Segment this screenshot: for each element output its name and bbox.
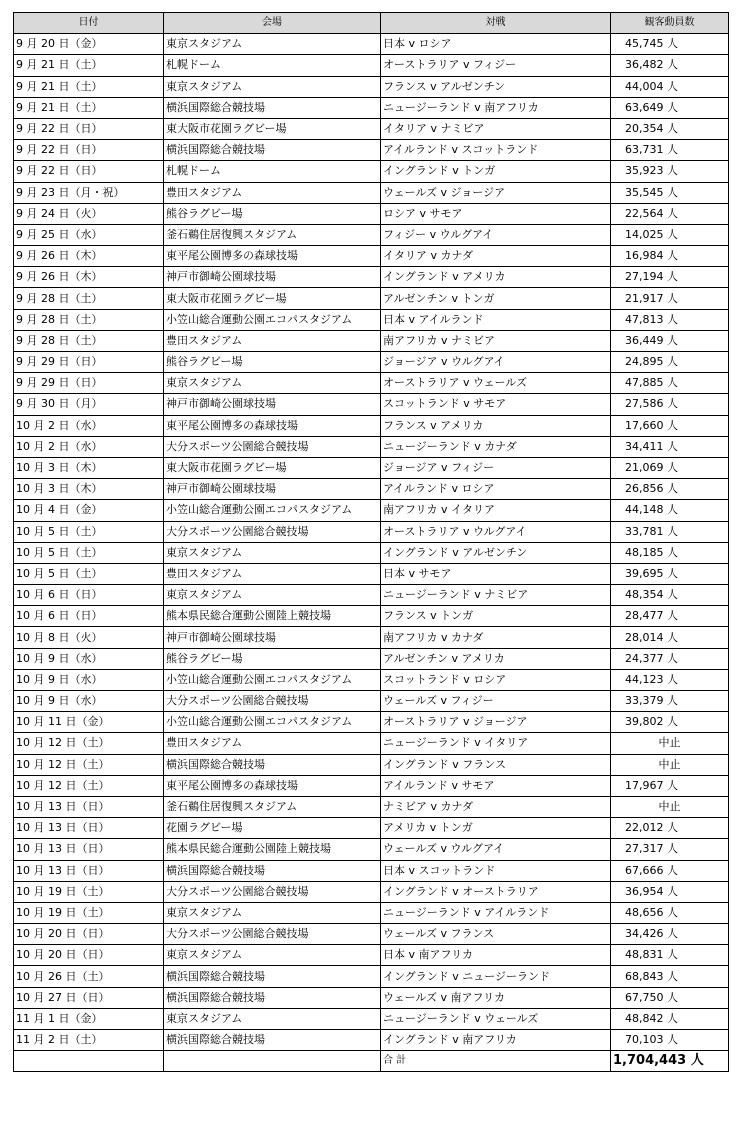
venue-cell: 東平尾公園博多の森球技場 [164,246,381,267]
date-cell: 9 月 21 日（土） [14,97,164,118]
match-cell: アメリカ v トンガ [381,818,611,839]
table-row [14,754,729,775]
venue-cell: 横浜国際総合競技場 [164,1030,381,1051]
table-row [14,945,729,966]
date-cell: 10 月 3 日（木） [14,457,164,478]
table-row [14,500,729,521]
table-row [14,457,729,478]
date-cell: 10 月 11 日（金） [14,712,164,733]
date-cell: 11 月 2 日（土） [14,1030,164,1051]
date-cell: 10 月 12 日（土） [14,754,164,775]
table-row [14,394,729,415]
match-cell: ウェールズ v 南アフリカ [381,987,611,1008]
header-venue: 会場 [164,13,381,34]
table-row [14,97,729,118]
venue-cell: 豊田スタジアム [164,733,381,754]
attendance-cell: 17,967 人 [611,775,729,796]
match-cell: イタリア v カナダ [381,246,611,267]
table-row [14,839,729,860]
table-row [14,415,729,436]
venue-cell: 熊本県民総合運動公園陸上競技場 [164,839,381,860]
attendance-cell: 67,750 人 [611,987,729,1008]
venue-cell: 花園ラグビー場 [164,818,381,839]
venue-cell: 熊谷ラグビー場 [164,203,381,224]
attendance-cell: 48,354 人 [611,585,729,606]
venue-cell: 横浜国際総合競技場 [164,97,381,118]
match-cell: イングランド v トンガ [381,161,611,182]
match-cell: ニュージーランド v 南アフリカ [381,97,611,118]
date-cell: 9 月 26 日（木） [14,246,164,267]
table-row [14,987,729,1008]
table-row [14,330,729,351]
attendance-cell: 33,781 人 [611,521,729,542]
date-cell: 10 月 27 日（日） [14,987,164,1008]
venue-cell: 東京スタジアム [164,34,381,55]
date-cell: 10 月 6 日（日） [14,606,164,627]
table-row [14,1030,729,1051]
match-cell: イングランド v フランス [381,754,611,775]
table-row [14,627,729,648]
table-row [14,479,729,500]
table-row [14,140,729,161]
attendance-cell: 44,004 人 [611,76,729,97]
date-cell: 9 月 22 日（日） [14,161,164,182]
date-cell: 10 月 12 日（土） [14,775,164,796]
attendance-cell: 48,831 人 [611,945,729,966]
date-cell: 9 月 24 日（火） [14,203,164,224]
header-match: 対戦 [381,13,611,34]
attendance-cell: 20,354 人 [611,118,729,139]
table-row [14,585,729,606]
table-row [14,669,729,690]
match-cell: アイルランド v ロシア [381,479,611,500]
match-cell: フランス v アメリカ [381,415,611,436]
attendance-cell: 34,426 人 [611,924,729,945]
match-cell: イングランド v アルゼンチン [381,542,611,563]
match-cell: ニュージーランド v イタリア [381,733,611,754]
match-cell: 日本 v スコットランド [381,860,611,881]
date-cell: 9 月 22 日（日） [14,140,164,161]
venue-cell: 神戸市御崎公園球技場 [164,627,381,648]
attendance-cell: 48,656 人 [611,902,729,923]
table-row [14,924,729,945]
table-row [14,818,729,839]
attendance-cell: 22,012 人 [611,818,729,839]
venue-cell: 大分スポーツ公園総合競技場 [164,881,381,902]
attendance-cell: 21,917 人 [611,288,729,309]
date-cell: 9 月 21 日（土） [14,55,164,76]
match-cell: アルゼンチン v アメリカ [381,648,611,669]
venue-cell: 横浜国際総合競技場 [164,966,381,987]
venue-cell: 横浜国際総合競技場 [164,860,381,881]
venue-cell: 札幌ドーム [164,55,381,76]
venue-cell: 神戸市御崎公園球技場 [164,267,381,288]
attendance-cell: 中止 [611,733,729,754]
table-row [14,55,729,76]
venue-cell: 東平尾公園博多の森球技場 [164,415,381,436]
match-cell: アイルランド v スコットランド [381,140,611,161]
table-row [14,373,729,394]
attendance-cell: 39,695 人 [611,563,729,584]
venue-cell: 横浜国際総合競技場 [164,754,381,775]
total-value: 1,704,443 人 [611,1051,729,1072]
date-cell: 9 月 29 日（日） [14,352,164,373]
date-cell: 9 月 26 日（木） [14,267,164,288]
attendance-cell: 中止 [611,754,729,775]
date-cell: 10 月 5 日（土） [14,563,164,584]
table-row [14,902,729,923]
match-cell: イングランド v アメリカ [381,267,611,288]
attendance-cell: 26,856 人 [611,479,729,500]
date-cell: 10 月 3 日（木） [14,479,164,500]
attendance-cell: 47,813 人 [611,309,729,330]
attendance-cell: 36,482 人 [611,55,729,76]
venue-cell: 豊田スタジアム [164,563,381,584]
table-row [14,118,729,139]
attendance-cell: 70,103 人 [611,1030,729,1051]
match-cell: アイルランド v サモア [381,775,611,796]
table-row [14,796,729,817]
date-cell: 11 月 1 日（金） [14,1008,164,1029]
date-cell: 10 月 5 日（土） [14,521,164,542]
venue-cell: 豊田スタジアム [164,330,381,351]
date-cell: 10 月 13 日（日） [14,839,164,860]
date-cell: 10 月 19 日（土） [14,881,164,902]
venue-cell: 東京スタジアム [164,373,381,394]
table-row [14,563,729,584]
date-cell: 9 月 30 日（月） [14,394,164,415]
table-row [14,691,729,712]
date-cell: 10 月 12 日（土） [14,733,164,754]
attendance-cell: 16,984 人 [611,246,729,267]
attendance-cell: 33,379 人 [611,691,729,712]
date-cell: 9 月 21 日（土） [14,76,164,97]
attendance-cell: 27,317 人 [611,839,729,860]
match-cell: ニュージーランド v ナミビア [381,585,611,606]
total-empty-cell-date [14,1051,164,1072]
match-cell: イングランド v オーストラリア [381,881,611,902]
table-row [14,1008,729,1029]
venue-cell: 大分スポーツ公園総合競技場 [164,924,381,945]
date-cell: 10 月 6 日（日） [14,585,164,606]
attendance-cell: 28,477 人 [611,606,729,627]
header-attendance: 観客動員数 [611,13,729,34]
total-empty-cell-venue [164,1051,381,1072]
date-cell: 9 月 28 日（土） [14,288,164,309]
table-row [14,775,729,796]
attendance-cell: 21,069 人 [611,457,729,478]
attendance-table [13,12,729,1072]
date-cell: 10 月 9 日（水） [14,691,164,712]
attendance-cell: 35,923 人 [611,161,729,182]
attendance-cell: 27,586 人 [611,394,729,415]
attendance-cell: 14,025 人 [611,224,729,245]
date-cell: 9 月 28 日（土） [14,330,164,351]
attendance-cell: 22,564 人 [611,203,729,224]
venue-cell: 小笠山総合運動公園エコパスタジアム [164,712,381,733]
date-cell: 10 月 8 日（火） [14,627,164,648]
venue-cell: 東京スタジアム [164,76,381,97]
attendance-cell: 24,895 人 [611,352,729,373]
venue-cell: 東大阪市花園ラグビー場 [164,118,381,139]
date-cell: 10 月 2 日（水） [14,436,164,457]
table-row [14,881,729,902]
date-cell: 10 月 19 日（土） [14,902,164,923]
venue-cell: 釜石鵜住居復興スタジアム [164,796,381,817]
venue-cell: 東京スタジアム [164,945,381,966]
match-cell: 南アフリカ v ナミビア [381,330,611,351]
attendance-cell: 36,449 人 [611,330,729,351]
venue-cell: 横浜国際総合競技場 [164,987,381,1008]
match-cell: ナミビア v カナダ [381,796,611,817]
attendance-cell: 35,545 人 [611,182,729,203]
table-row [14,436,729,457]
date-cell: 9 月 29 日（日） [14,373,164,394]
venue-cell: 東京スタジアム [164,1008,381,1029]
match-cell: オーストラリア v ウェールズ [381,373,611,394]
header-date: 日付 [14,13,164,34]
date-cell: 10 月 26 日（土） [14,966,164,987]
attendance-cell: 48,185 人 [611,542,729,563]
match-cell: アルゼンチン v トンガ [381,288,611,309]
match-cell: フランス v トンガ [381,606,611,627]
venue-cell: 豊田スタジアム [164,182,381,203]
match-cell: ウェールズ v フランス [381,924,611,945]
match-cell: イングランド v ニュージーランド [381,966,611,987]
attendance-cell: 17,660 人 [611,415,729,436]
table-body [14,34,729,1051]
table-row [14,288,729,309]
total-row [14,1051,729,1072]
match-cell: オーストラリア v フィジー [381,55,611,76]
match-cell: ニュージーランド v アイルランド [381,902,611,923]
attendance-cell: 28,014 人 [611,627,729,648]
attendance-cell: 24,377 人 [611,648,729,669]
attendance-cell: 39,802 人 [611,712,729,733]
date-cell: 9 月 28 日（土） [14,309,164,330]
venue-cell: 熊本県民総合運動公園陸上競技場 [164,606,381,627]
table-row [14,182,729,203]
match-cell: ウェールズ v ウルグアイ [381,839,611,860]
table-row [14,352,729,373]
venue-cell: 神戸市御崎公園球技場 [164,394,381,415]
attendance-cell: 67,666 人 [611,860,729,881]
table-row [14,224,729,245]
venue-cell: 釜石鵜住居復興スタジアム [164,224,381,245]
attendance-cell: 36,954 人 [611,881,729,902]
match-cell: ジョージア v フィジー [381,457,611,478]
total-label: 合 計 [381,1051,611,1072]
table-row [14,648,729,669]
venue-cell: 東京スタジアム [164,585,381,606]
venue-cell: 東平尾公園博多の森球技場 [164,775,381,796]
match-cell: ウェールズ v ジョージア [381,182,611,203]
date-cell: 10 月 20 日（日） [14,924,164,945]
attendance-cell: 34,411 人 [611,436,729,457]
venue-cell: 小笠山総合運動公園エコパスタジアム [164,669,381,690]
venue-cell: 東京スタジアム [164,542,381,563]
match-cell: 日本 v ロシア [381,34,611,55]
venue-cell: 熊谷ラグビー場 [164,648,381,669]
match-cell: イタリア v ナミビア [381,118,611,139]
attendance-cell: 68,843 人 [611,966,729,987]
venue-cell: 札幌ドーム [164,161,381,182]
match-cell: ウェールズ v フィジー [381,691,611,712]
table-row [14,246,729,267]
table-row [14,76,729,97]
match-cell: 南アフリカ v カナダ [381,627,611,648]
date-cell: 10 月 4 日（金） [14,500,164,521]
table-row [14,542,729,563]
date-cell: 9 月 23 日（月・祝） [14,182,164,203]
date-cell: 10 月 2 日（水） [14,415,164,436]
table-row [14,521,729,542]
attendance-cell: 45,745 人 [611,34,729,55]
match-cell: イングランド v 南アフリカ [381,1030,611,1051]
venue-cell: 熊谷ラグビー場 [164,352,381,373]
table-row [14,966,729,987]
match-cell: スコットランド v サモア [381,394,611,415]
date-cell: 10 月 20 日（日） [14,945,164,966]
match-cell: 日本 v 南アフリカ [381,945,611,966]
match-cell: フランス v アルゼンチン [381,76,611,97]
attendance-cell: 48,842 人 [611,1008,729,1029]
attendance-cell: 中止 [611,796,729,817]
venue-cell: 東大阪市花園ラグビー場 [164,288,381,309]
header-row [14,13,729,34]
venue-cell: 大分スポーツ公園総合競技場 [164,436,381,457]
match-cell: ロシア v サモア [381,203,611,224]
venue-cell: 東大阪市花園ラグビー場 [164,457,381,478]
match-cell: 南アフリカ v イタリア [381,500,611,521]
date-cell: 10 月 13 日（日） [14,860,164,881]
date-cell: 9 月 25 日（水） [14,224,164,245]
match-cell: フィジー v ウルグアイ [381,224,611,245]
attendance-cell: 44,123 人 [611,669,729,690]
match-cell: 日本 v アイルランド [381,309,611,330]
match-cell: スコットランド v ロシア [381,669,611,690]
table-row [14,860,729,881]
match-cell: ニュージーランド v ウェールズ [381,1008,611,1029]
date-cell: 10 月 13 日（日） [14,818,164,839]
date-cell: 10 月 9 日（水） [14,669,164,690]
table-row [14,203,729,224]
match-cell: オーストラリア v ウルグアイ [381,521,611,542]
venue-cell: 小笠山総合運動公園エコパスタジアム [164,309,381,330]
date-cell: 9 月 22 日（日） [14,118,164,139]
match-cell: ジョージア v ウルグアイ [381,352,611,373]
attendance-cell: 47,885 人 [611,373,729,394]
attendance-cell: 63,649 人 [611,97,729,118]
match-cell: ニュージーランド v カナダ [381,436,611,457]
date-cell: 10 月 5 日（土） [14,542,164,563]
attendance-cell: 27,194 人 [611,267,729,288]
venue-cell: 小笠山総合運動公園エコパスタジアム [164,500,381,521]
table-row [14,733,729,754]
table-row [14,309,729,330]
table-row [14,161,729,182]
table-row [14,606,729,627]
match-cell: 日本 v サモア [381,563,611,584]
attendance-cell: 44,148 人 [611,500,729,521]
table-row [14,34,729,55]
venue-cell: 大分スポーツ公園総合競技場 [164,691,381,712]
attendance-cell: 63,731 人 [611,140,729,161]
date-cell: 10 月 9 日（水） [14,648,164,669]
date-cell: 9 月 20 日（金） [14,34,164,55]
venue-cell: 大分スポーツ公園総合競技場 [164,521,381,542]
table-row [14,267,729,288]
table-row [14,712,729,733]
match-cell: オーストラリア v ジョージア [381,712,611,733]
venue-cell: 神戸市御崎公園球技場 [164,479,381,500]
venue-cell: 横浜国際総合競技場 [164,140,381,161]
venue-cell: 東京スタジアム [164,902,381,923]
date-cell: 10 月 13 日（日） [14,796,164,817]
